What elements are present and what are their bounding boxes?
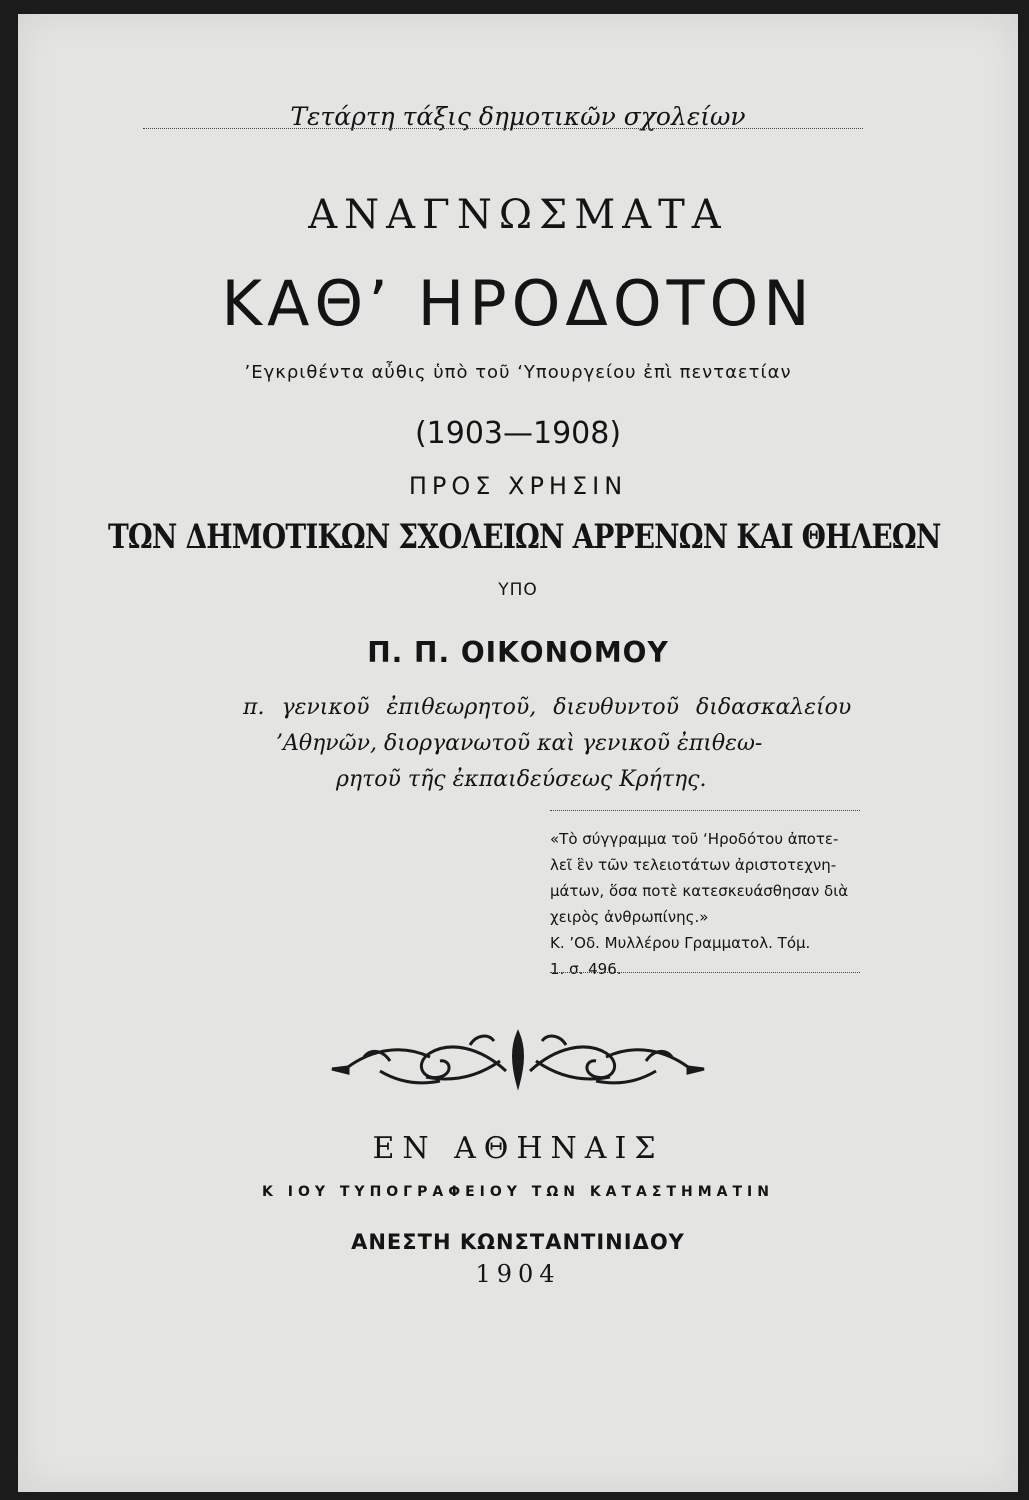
author-description-line: ρητοῦ τῆς ἐκπαιδεύσεως Κρήτης. [336, 767, 707, 792]
scroll-ornament-icon [330, 1027, 706, 1091]
publication-year: 1904 [475, 1260, 561, 1288]
author-description-line: ’Αθηνῶν, διοργανωτοῦ καὶ γενικοῦ ἐπιθεω- [276, 731, 763, 756]
title-line-1: ΑΝΑΓΝΩΣΜΑΤΑ [308, 192, 728, 238]
title-line-2: ΚΑΘ’ ΗΡΟΔΟΤΟΝ [221, 267, 815, 340]
author-description-line: π. γενικοῦ ἐπιθεωρητοῦ, διευθυντοῦ διδασκαλείου [243, 695, 852, 720]
quote-citation: Κ. ’Οδ. Μυλλέρου Γραμματολ. Τόμ. [550, 934, 811, 952]
quote-line: χειρὸς ἀνθρωπίνης.» [550, 908, 709, 926]
quote-line: «Τὸ σύγγραμμα τοῦ ‘Ηροδότου ἀποτε- [550, 830, 839, 848]
approval-note: ’Εγκριθέντα αὖθις ὑπὸ τοῦ ‘Υπουργείου ἐπὶ πενταετίαν [244, 362, 792, 383]
title-page [18, 14, 1018, 1492]
author-name: Π. Π. ΟΙΚΟΝΟΜΟΥ [367, 636, 669, 669]
city-line: ΕΝ ΑΘΗΝΑΙΣ [372, 1131, 664, 1166]
author-description [188, 690, 852, 798]
approval-years: (1903—1908) [414, 416, 622, 451]
quote-line: μάτων, ὅσα ποτὲ κατεσκευάσθησαν διὰ [550, 882, 849, 900]
schools-heading: ΤΩΝ ΔΗΜΟΤΙΚΩΝ ΣΧΟΛΕΙΩΝ ΑΡΡΕΝΩΝ ΚΑΙ ΘΗΛΕΩΝ [108, 517, 941, 557]
quote-line: λεῖ ἓν τῶν τελειοτάτων ἀριστοτεχνη- [550, 856, 837, 874]
top-dotted-rule [143, 128, 863, 129]
quote-citation: 1. σ. 496. [550, 960, 622, 978]
by-label: ΥΠΟ [498, 580, 538, 600]
series-line: Τετάρτη τάξις δημοτικῶν σχολείων [290, 102, 746, 131]
press-line: Κ ΙΟΥ ΤΥΠΟΓΡΑΦΕΙΟΥ ΤΩΝ ΚΑΤΑΣΤΗΜΑΤΙΝ [262, 1184, 774, 1200]
publisher-name: ΑΝΕΣΤΗ ΚΩΝΣΤΑΝΤΙΝΙΔΟΥ [351, 1230, 685, 1254]
quote-top-rule [550, 810, 860, 811]
quote-bottom-rule [550, 972, 860, 973]
epigraph-quote [550, 826, 870, 982]
for-use-heading: ΠΡΟΣ ΧΡΗΣΙΝ [408, 472, 628, 500]
